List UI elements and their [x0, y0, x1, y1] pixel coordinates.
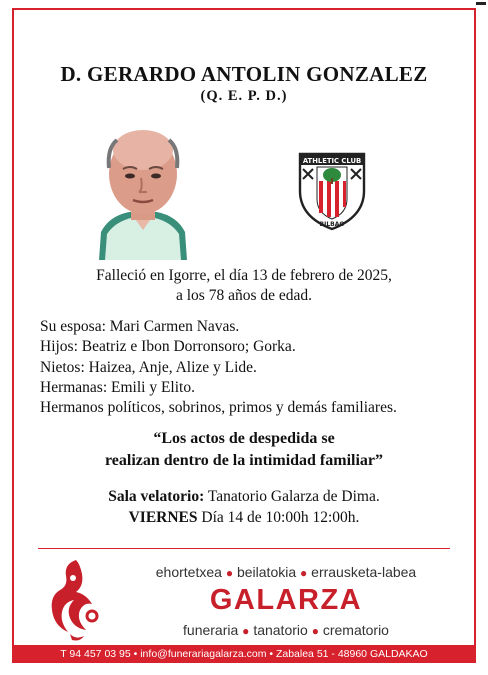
family-list — [40, 317, 397, 418]
family-line: Hijos: Beatriz e Ibon Dorronsoro; Gorka. — [40, 338, 296, 356]
family-line: Hermanas: Emili y Elito. — [40, 378, 195, 396]
athletic-club-crest — [297, 151, 367, 231]
crest-bottom-text: BILBAO — [319, 221, 345, 228]
services-spanish — [118, 622, 454, 638]
quote-line-2: realizan dentro de la intimidad familiar” — [104, 452, 384, 469]
divider-line — [38, 548, 450, 549]
bullet-icon: ● — [311, 624, 319, 638]
service-item: tanatorio — [253, 622, 308, 638]
family-line: Su esposa: Mari Carmen Navas. — [40, 318, 240, 335]
contact-footer: T 94 457 03 95 • info@funerariagalarza.com • Zabalea 51 - 48960 GALDAKAO — [14, 645, 474, 663]
service-item: ehortetxea — [155, 564, 222, 580]
family-line: Hermanos políticos, sobrinos, primos y demás familiares. — [40, 399, 397, 417]
death-notice — [0, 266, 488, 306]
wake-day: VIERNES — [128, 508, 198, 526]
services-basque — [118, 564, 454, 580]
crest-top-text: ATHLETIC CLUB — [302, 157, 362, 165]
service-item: funeraria — [183, 622, 239, 638]
wake-label: Sala velatorio: — [108, 488, 205, 505]
death-line-1: Falleció en Igorre, el día 13 de febrero de 2025, — [96, 267, 392, 284]
brand-name: GALARZA — [209, 584, 363, 616]
corner-mark — [476, 2, 486, 5]
bullet-icon: ● — [242, 624, 250, 638]
qepd-label: (Q. E. P. D.) — [200, 88, 288, 104]
deceased-name: D. GERARDO ANTOLIN GONZALEZ — [60, 62, 428, 86]
service-item: errausketa-labea — [311, 564, 417, 580]
quote-line-1: “Los actos de despedida se — [153, 430, 335, 447]
galarza-logo-mark — [46, 556, 106, 642]
portrait-photo — [95, 120, 191, 260]
wake-info — [0, 487, 488, 528]
service-item: beilatokia — [236, 564, 297, 580]
death-line-2: a los 78 años de edad. — [175, 287, 313, 304]
farewell-quote — [0, 428, 488, 472]
bullet-icon: ● — [225, 566, 234, 580]
family-line: Nietos: Haizea, Anje, Alize y Lide. — [40, 358, 257, 376]
bullet-icon: ● — [300, 566, 308, 580]
wake-place: Tanatorio Galarza de Dima. — [204, 488, 380, 505]
service-item: crematorio — [322, 622, 389, 638]
wake-time: Día 14 de 10:00h 12:00h. — [197, 508, 360, 526]
